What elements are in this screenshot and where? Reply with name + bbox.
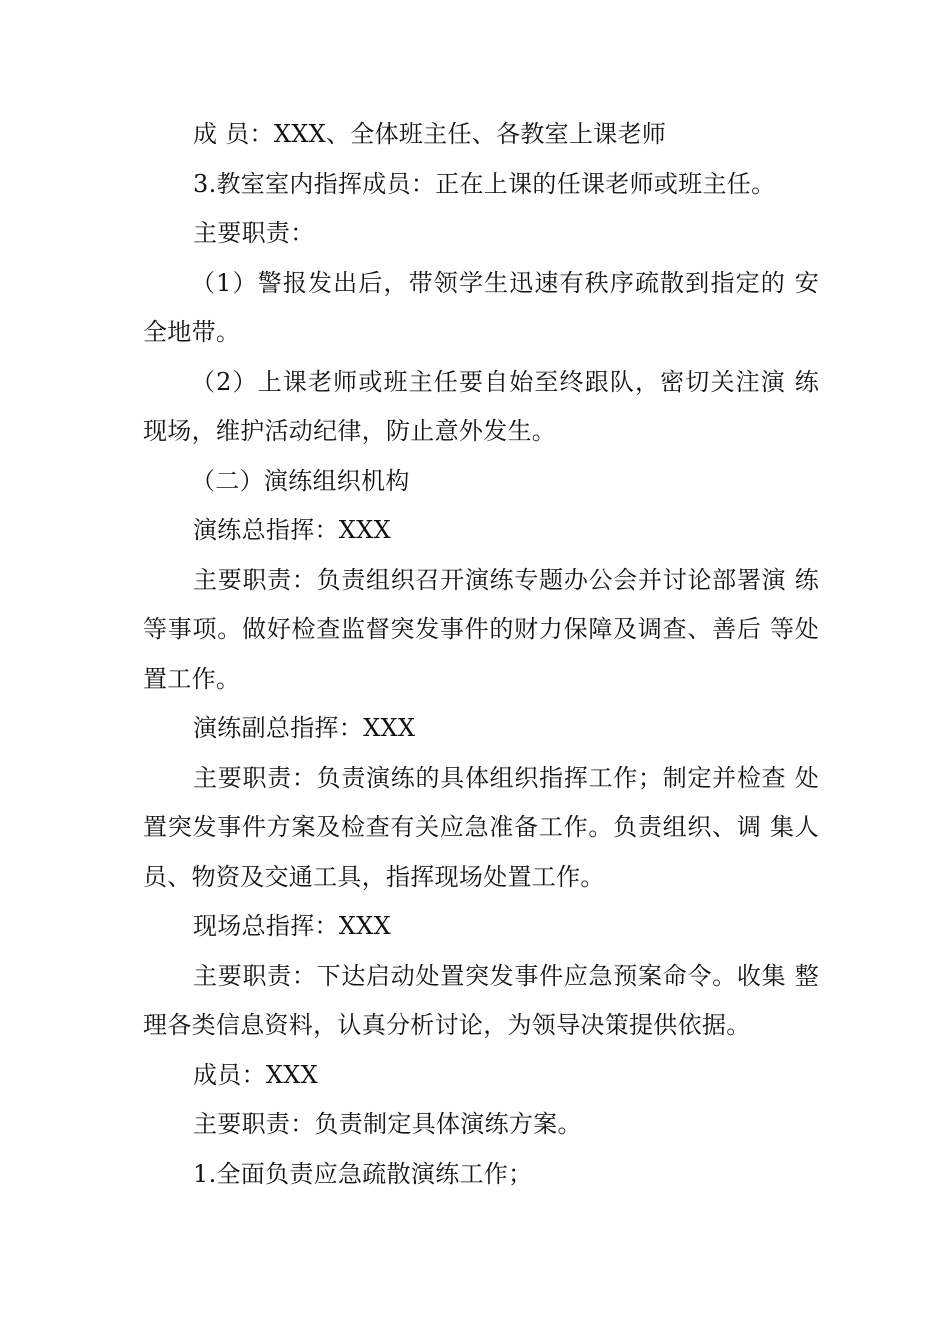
members: 成员：XXX (193, 1060, 319, 1089)
chief-commander: 演练总指挥：XXX (193, 516, 391, 544)
section-classroom-command: 3.教室室内指挥成员：正在上课的任课老师或班主任。 (193, 169, 776, 198)
chief-commander-duties: 主要职责：负责组织召开演练专题办公会并讨论部署演 练等事项。做好检查监督突发事件的财力保障及调查、善后 等处置工作。 (143, 565, 819, 693)
members-line: 成 员：XXX、全体班主任、各教室上课老师 (193, 120, 667, 148)
section-heading-organization: （二）演练组织机构 (191, 466, 410, 495)
deputy-commander-duties: 主要职责：负责演练的具体组织指挥工作；制定并检查 处置突发事件方案及检查有关应急准备工作。负责组织、调 集人员、物资及交通工具，指挥现场处置工作。 (143, 763, 819, 891)
duties-heading: 主要职责： (193, 219, 315, 247)
duty-item-1: （1）警报发出后，带领学生迅速有秩序疏散到指定的 安全地带。 (143, 268, 819, 346)
duty-item-2: （2）上课老师或班主任要自始至终跟队，密切关注演 练现场，维护活动纪律，防止意外发生。 (143, 367, 819, 445)
document-body (143, 110, 819, 1199)
duty-list-item-1: 1.全面负责应急疏散演练工作； (193, 1159, 533, 1188)
deputy-commander: 演练副总指挥：XXX (193, 714, 416, 742)
members-duties: 主要职责：负责制定具体演练方案。 (193, 1110, 582, 1138)
site-commander-duties: 主要职责：下达启动处置突发事件应急预案命令。收集 整理各类信息资料，认真分析讨论，为领导决策提供依据。 (143, 961, 819, 1039)
site-commander: 现场总指挥：XXX (193, 912, 391, 940)
